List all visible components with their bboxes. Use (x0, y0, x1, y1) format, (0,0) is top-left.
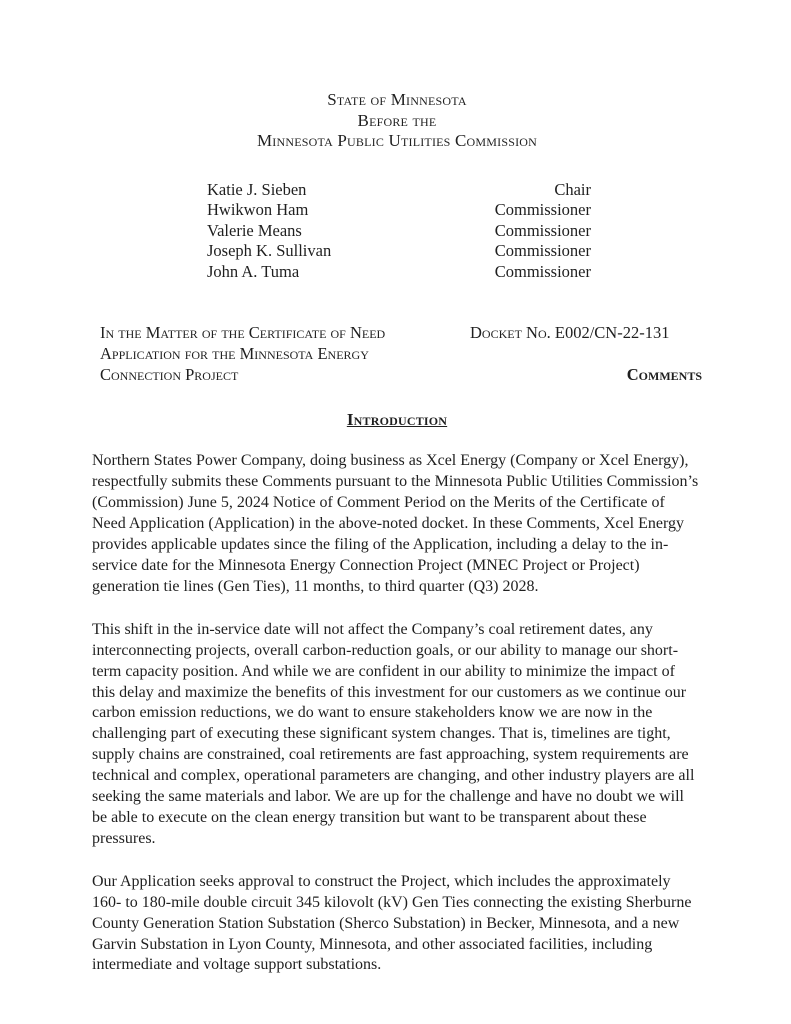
commissioner-name: John A. Tuma (207, 261, 300, 281)
body-paragraph-3: Our Application seeks approval to construct the Project, which includes the approximately 160- to 180-mile double circuit 345 kilovolt (kV) Gen Ties connecting the existing Sherburne County Generation Station Substation (Sherco Substation) in Becker, Minnesota, and a new Garvin Substation in Lyon County, Minnesota, and other associated facilities, including intermediate and voltage support substations. (92, 872, 692, 974)
section-heading-introduction: Introduction (346, 410, 448, 430)
header-commission-line: Minnesota Public Utilities Commission (256, 131, 538, 150)
commissioner-row (207, 180, 591, 201)
commissioner-title: Commissioner (494, 220, 591, 240)
commissioner-title: Commissioner (494, 241, 591, 261)
commissioner-title: Chair (554, 179, 591, 199)
commissioner-list (207, 180, 591, 283)
document-body (92, 451, 702, 976)
docket-number: Docket No. E002/CN-22-131 (470, 323, 670, 343)
header-state-line: State of Minnesota (327, 90, 467, 109)
commissioner-title: Commissioner (494, 261, 591, 281)
commissioner-name: Katie J. Sieben (207, 179, 307, 199)
commissioner-row (207, 200, 591, 221)
commissioner-title: Commissioner (494, 200, 591, 220)
commissioner-row (207, 262, 591, 283)
matter-title: In the Matter of the Certificate of Need Application for the Minnesota Energy Connection Project (100, 323, 386, 385)
case-caption (92, 322, 702, 385)
commissioner-name: Hwikwon Ham (207, 200, 309, 220)
body-paragraph-2: This shift in the in-service date will not affect the Company’s coal retirement dates, any interconnecting projects, overall carbon-reduction goals, or our ability to manage our short-term capacity position. And while we are confident in our ability to minimize the impact of this delay and maximize the benefits of this investment for our customers as we continue our carbon emission reductions, we do want to ensure stakeholders know we are now in the challenging part of executing these significant system changes. That is, timelines are tight, supply chains are constrained, coal retirements are fast approaching, system requirements are technical and complex, operational parameters are changing, and other industry players are all seeking the same materials and labor. We are up for the challenge and have no doubt we will be able to execute on the clean energy transition but want to be transparent about these pressures. (92, 620, 695, 847)
commissioner-name: Joseph K. Sullivan (207, 241, 332, 261)
commissioner-name: Valerie Means (207, 220, 302, 240)
court-header (92, 90, 702, 152)
header-before-line: Before the (357, 110, 437, 130)
body-paragraph-1: Northern States Power Company, doing business as Xcel Energy (Company or Xcel Energy), respectfully submits these Comments pursuant to the Minnesota Public Utilities Commission’s (Commission) June 5, 2024 Notice of Comment Period on the Merits of the Certificate of Need Application (Application) in the above-noted docket. In these Comments, Xcel Energy provides applicable updates since the filing of the Application, including a delay to the in-service date for the Minnesota Energy Connection Project (MNEC Project or Project) generation tie lines (Gen Ties), 11 months, to third quarter (Q3) 2028. (92, 452, 699, 595)
commissioner-row (207, 221, 591, 242)
caption-right-column (470, 322, 702, 385)
document-type-label: Comments (626, 365, 702, 385)
commissioner-row (207, 241, 591, 262)
